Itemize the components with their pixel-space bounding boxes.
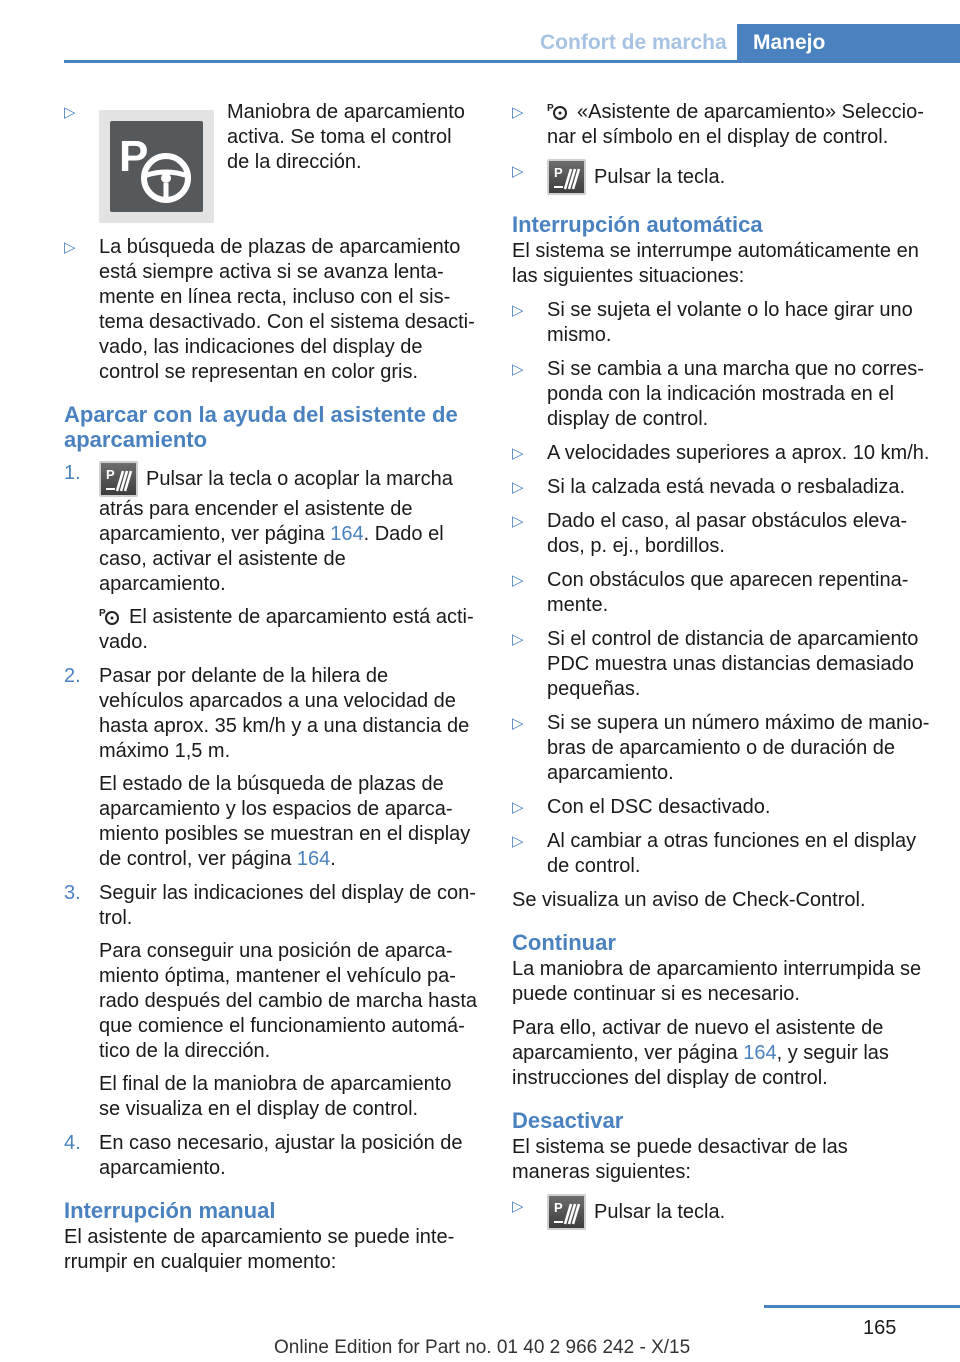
step-number: 1. [64,462,81,484]
triangle-bullet-icon: ▷ [512,833,524,850]
step-text: Seguir las indicaciones del display de control. [99,882,476,929]
auto-interruption-list [512,298,930,879]
bullet-item [512,568,930,618]
step-text: En caso necesario, ajustar la posición de aparcamiento. [99,1132,463,1179]
bullet-text: «Asistente de aparcamiento» Seleccionar el símbolo en el display de control. [547,101,924,148]
page-link[interactable]: 164 [330,523,364,545]
running-header-chapter: Manejo [737,24,960,63]
bullet-item [512,159,930,195]
triangle-bullet-icon: ▷ [512,479,524,496]
subsection-heading: Continuar [512,930,616,955]
body-paragraph: El asistente de aparcamiento se puede interrumpir en cualquier momento: [64,1226,455,1273]
bullet-item [512,475,930,500]
parking-assistant-key-icon [547,159,586,195]
body-text: , y seguir las instrucciones del display de control. [512,1042,889,1089]
step-text: El final de la maniobra de aparcamiento se visualiza en el display de control. [99,1073,452,1120]
bullet-item [512,357,930,432]
page-number: 165 [863,1317,897,1339]
svg-text:P: P [106,467,115,482]
triangle-bullet-icon: ▷ [512,104,524,121]
svg-text:P: P [554,165,563,180]
bullet-item [512,627,930,702]
bullet-item [512,441,930,466]
parking-assistant-key-icon [547,1194,586,1230]
triangle-bullet-icon: ▷ [512,1198,524,1215]
step-number: 4. [64,1132,81,1154]
bullet-item [512,1194,930,1230]
bullet-text: A velocidades superiores a aprox. 10 km/h. [547,442,930,464]
parking-assistant-symbol-icon [99,606,121,626]
triangle-bullet-icon: ▷ [64,104,76,121]
body-paragraph: El sistema se interrumpe automáticamente en las siguientes situaciones: [512,240,919,287]
parking-assistant-key-icon [99,461,138,497]
triangle-bullet-icon: ▷ [512,715,524,732]
svg-text:P: P [547,103,554,114]
body-paragraph: La maniobra de aparcamiento interrumpida se puede continuar si es necesario. [512,958,922,1005]
bullet-item [512,100,930,150]
parking-steering-icon [99,110,214,223]
footer-rule [764,1305,960,1308]
bullet-text: Si se supera un número máximo de maniobras de aparcamiento o de duración de aparcamiento. [547,712,930,784]
step-item [64,1131,478,1181]
step-text: Pulsar la tecla o acoplar la marcha atrás para encender el asistente de aparcamiento, ver página [99,468,453,545]
svg-text:P: P [554,1200,563,1215]
triangle-bullet-icon: ▷ [512,631,524,648]
bullet-text: Con obstáculos que aparecen repentinamente. [547,569,909,616]
step-text: El estado de la búsqueda de plazas de aparcamiento y los espacios de aparcamiento posibles se muestran en el display de control, ver página [99,773,471,870]
subsection-heading: Desactivar [512,1108,624,1133]
triangle-bullet-icon: ▷ [512,163,524,180]
triangle-bullet-icon: ▷ [64,239,76,256]
subsection-heading: Interrupción automática [512,212,763,237]
step-item [64,664,478,872]
svg-text:P: P [119,132,149,181]
edition-footer: Online Edition for Part no. 01 40 2 966 242 - X/15 [274,1337,691,1358]
running-header-section: Confort de marcha [540,31,727,54]
step-text: . Dado el caso, activar el asistente de aparcamiento. [99,523,444,595]
page-link[interactable]: 164 [296,848,331,870]
bullet-item [512,509,930,559]
body-paragraph: El sistema se puede desactivar de las maneras siguientes: [512,1136,848,1183]
right-column [512,100,930,1239]
bullet-item [512,298,930,348]
step-number: 2. [64,665,81,687]
left-column [64,100,478,1284]
triangle-bullet-icon: ▷ [512,572,524,589]
section-heading: Aparcar con la ayuda del asistente de aparcamiento [64,402,458,452]
triangle-bullet-icon: ▷ [512,302,524,319]
bullet-text: Al cambiar a otras funciones en el display de control. [547,830,917,877]
bullet-text: Pulsar la tecla. [594,166,726,188]
bullet-text: Si se cambia a una marcha que no corresponda con la indicación mostrada en el display de control. [547,358,924,430]
page-link[interactable]: 164 [743,1042,777,1064]
body-paragraph: Se visualiza un aviso de Check-Control. [512,889,866,911]
bullet-text: Maniobra de aparcamiento activa. Se toma el control de la dirección. [227,101,465,173]
bullet-text: Si el control de distancia de aparcamiento PDC muestra unas distancias demasiado pequeñas. [547,628,919,700]
bullet-item [512,711,930,786]
body-text: Para ello, activar de nuevo el asistente de aparcamiento, ver página [512,1017,884,1064]
bullet-text: Si la calzada está nevada o resbaladiza. [547,476,906,498]
step-text: Para conseguir una posición de aparcamiento óptima, mantener el vehículo parado después del cambio de marcha hasta que comience el funcionamiento automático de la dirección. [99,940,478,1062]
parking-assistant-symbol-icon [547,101,569,121]
step-item [64,881,478,1122]
step-text: Pasar por delante de la hilera de vehículos aparcados a una velocidad de hasta aprox. 35 km/h y a una distancia de máximo 1,5 m. [99,665,470,762]
step-number: 3. [64,882,81,904]
triangle-bullet-icon: ▷ [512,799,524,816]
bullet-text: Con el DSC desactivado. [547,796,771,818]
step-item [64,461,478,655]
header-rule [64,60,960,63]
bullet-text: Dado el caso, al pasar obstáculos elevados, p. ej., bordillos. [547,510,908,557]
bullet-item [64,235,478,385]
triangle-bullet-icon: ▷ [512,445,524,462]
bullet-text: Si se sujeta el volante o lo hace girar uno mismo. [547,299,913,346]
bullet-item [512,795,930,820]
bullet-text: La búsqueda de plazas de aparcamiento está siempre activa si se avanza lentamente en línea recta, incluso con el sistema desactivado. Con el sistema desactivado, las indicaciones del display de control se representan en color gris. [99,236,475,383]
bullet-text: Pulsar la tecla. [594,1201,726,1223]
body-paragraph [512,1016,930,1091]
triangle-bullet-icon: ▷ [512,361,524,378]
bullet-item [512,829,930,879]
svg-text:P: P [99,608,106,619]
step-text: . [330,848,336,870]
status-note: El asistente de aparcamiento está activado. [99,606,474,653]
bullet-item [64,100,478,223]
subsection-heading: Interrupción manual [64,1198,276,1223]
triangle-bullet-icon: ▷ [512,513,524,530]
